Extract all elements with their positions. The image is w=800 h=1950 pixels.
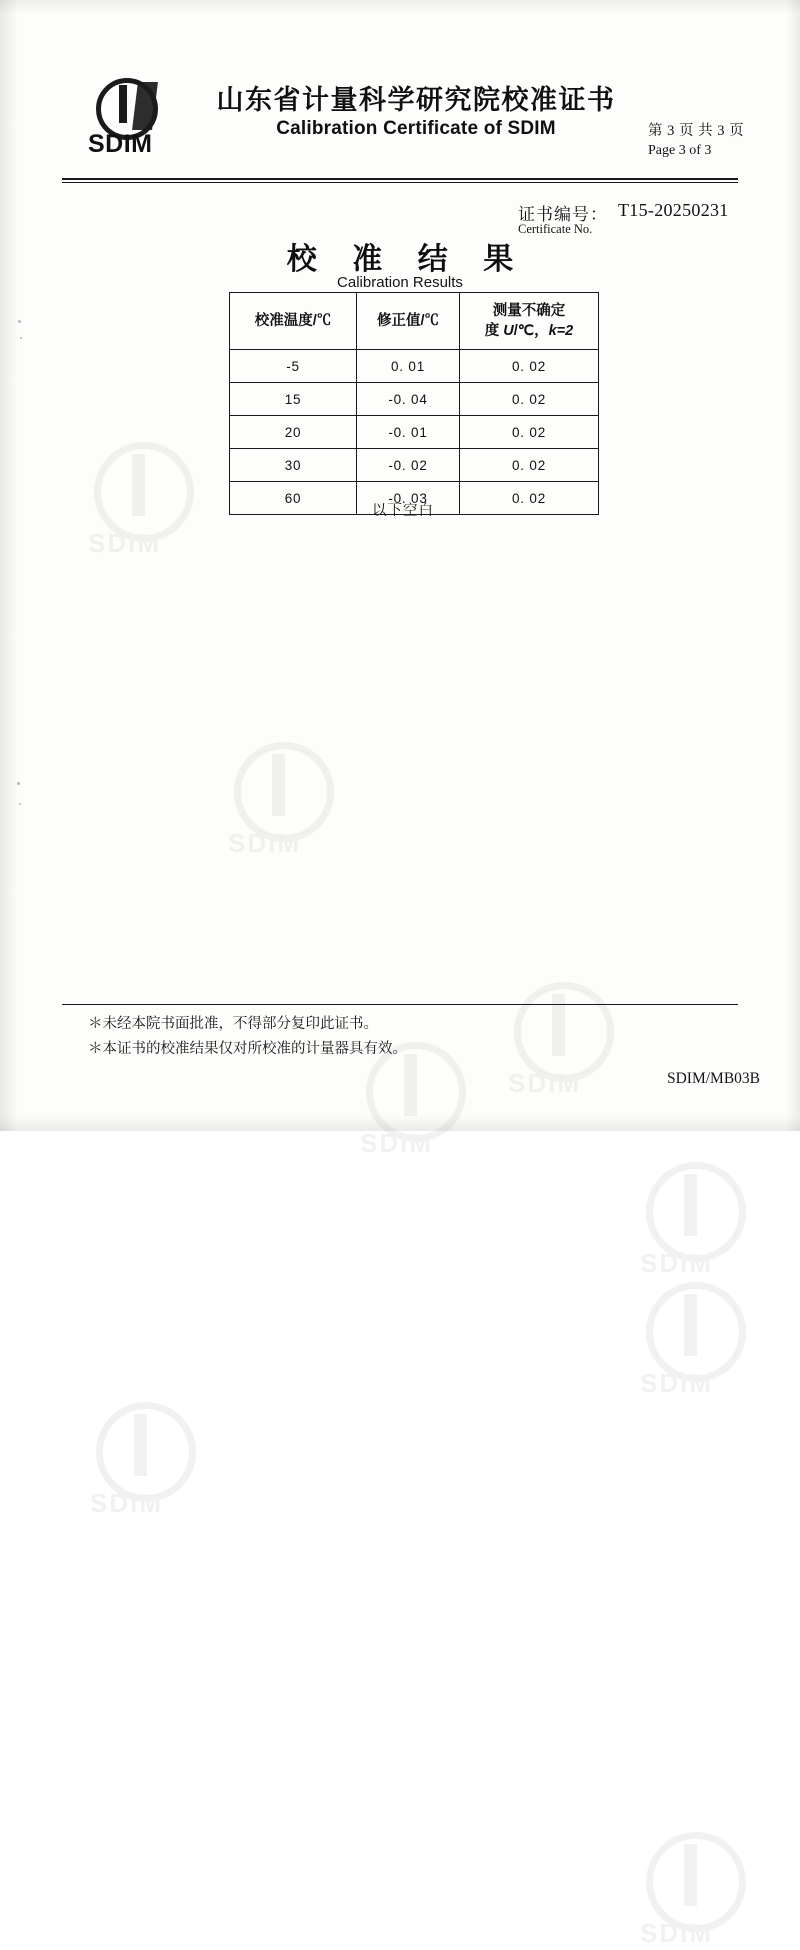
watermark-label: SDIM xyxy=(90,1488,163,1518)
table-row xyxy=(230,449,599,482)
header-divider xyxy=(62,178,738,183)
uncertainty-coverage-factor: k=2 xyxy=(548,323,574,339)
cell-temperature: 30 xyxy=(230,449,357,482)
scan-edge-bottom xyxy=(0,1115,800,1131)
scan-speck xyxy=(20,337,22,339)
watermark-bar xyxy=(684,1294,697,1356)
sdim-logo xyxy=(88,78,192,164)
watermark-bar xyxy=(404,1054,417,1116)
page-number-cn: 第 3 页 共 3 页 xyxy=(648,123,745,139)
uncertainty-head-prefix: 度 xyxy=(484,323,500,339)
watermark-sdim xyxy=(640,1280,760,1400)
watermark-bar xyxy=(132,454,145,516)
watermark-label: SDIM xyxy=(360,1128,433,1158)
cell-uncertainty: 0. 02 xyxy=(460,416,599,449)
footer-divider xyxy=(62,1004,738,1005)
watermark-bar xyxy=(134,1414,147,1476)
watermark-label: SDIM xyxy=(88,528,161,558)
cell-temperature: -5 xyxy=(230,350,357,383)
scan-speck xyxy=(17,782,20,785)
watermark-sdim xyxy=(90,1400,210,1520)
table-row xyxy=(230,383,599,416)
cell-correction: -0. 01 xyxy=(357,416,460,449)
cell-temperature: 20 xyxy=(230,416,357,449)
watermark-label: SDIM xyxy=(640,1918,713,1948)
column-header-correction: 修正值/℃ xyxy=(357,293,460,350)
cell-correction: -0. 04 xyxy=(357,383,460,416)
section-title-en: Calibration Results xyxy=(337,274,463,291)
watermark-ring xyxy=(94,442,194,542)
watermark-sdim xyxy=(640,1160,760,1280)
certificate-number-value: T15-20250231 xyxy=(618,200,729,220)
scan-speck xyxy=(19,803,21,805)
form-code: SDIM/MB03B xyxy=(666,1070,760,1087)
document-header xyxy=(0,70,800,180)
logo-bar-shape xyxy=(119,85,127,123)
uncertainty-unit: /℃， xyxy=(513,323,549,339)
table-body xyxy=(230,350,599,515)
cell-uncertainty: 0. 02 xyxy=(460,482,599,515)
watermark-ring xyxy=(234,742,334,842)
footer-note-1: ＊未经本院书面批准，不得部分复印此证书。 xyxy=(88,1016,378,1032)
footer-notes xyxy=(88,1012,688,1062)
watermark-label: SDIM xyxy=(640,1248,713,1278)
certificate-number-label-cn: 证书编号： xyxy=(518,205,608,224)
watermark-bar xyxy=(684,1844,697,1906)
table-row xyxy=(230,350,599,383)
uncertainty-head-line1: 测量不确定 xyxy=(492,303,566,319)
page-number xyxy=(648,122,778,160)
scan-speck xyxy=(18,320,21,323)
watermark-ring xyxy=(646,1282,746,1382)
watermark-bar xyxy=(272,754,285,816)
table-header-row xyxy=(230,293,599,350)
watermark-label: SDIM xyxy=(508,1068,581,1098)
watermark-label: SDIM xyxy=(228,828,301,858)
column-header-uncertainty xyxy=(460,293,599,350)
cell-uncertainty: 0. 02 xyxy=(460,350,599,383)
watermark-sdim xyxy=(228,740,348,860)
certificate-number-label-en: Certificate No. xyxy=(518,222,593,236)
page-number-en: Page 3 of 3 xyxy=(648,143,712,158)
cell-uncertainty: 0. 02 xyxy=(460,449,599,482)
cell-correction: 0. 01 xyxy=(357,350,460,383)
logo-text: SDIM xyxy=(88,130,153,158)
section-title-cn: 校 准 结 果 xyxy=(286,243,528,276)
table-row xyxy=(230,416,599,449)
calibration-results-table xyxy=(229,292,599,515)
scan-edge-top xyxy=(0,0,800,14)
page-title-en: Calibration Certificate of SDIM xyxy=(276,118,556,139)
column-header-temperature: 校准温度/℃ xyxy=(230,293,357,350)
uncertainty-head-line2 xyxy=(463,321,595,341)
watermark-ring xyxy=(646,1162,746,1262)
watermark-bar xyxy=(684,1174,697,1236)
watermark-label: SDIM xyxy=(640,1368,713,1398)
blank-below-note: 以下空白 xyxy=(372,503,434,519)
cell-uncertainty: 0. 02 xyxy=(460,383,599,416)
cell-correction: -0. 03 xyxy=(357,482,460,515)
cell-temperature: 15 xyxy=(230,383,357,416)
watermark-sdim xyxy=(88,440,208,560)
watermark-ring xyxy=(646,1832,746,1932)
cell-temperature: 60 xyxy=(230,482,357,515)
cell-correction: -0. 02 xyxy=(357,449,460,482)
uncertainty-symbol: U xyxy=(503,323,514,339)
watermark-ring xyxy=(96,1402,196,1502)
table-header xyxy=(230,293,599,350)
watermark-sdim xyxy=(640,1830,760,1950)
page-title-cn: 山东省计量科学研究院校准证书 xyxy=(216,85,616,115)
footer-note-2: ＊本证书的校准结果仅对所校准的计量器具有效。 xyxy=(88,1041,407,1057)
